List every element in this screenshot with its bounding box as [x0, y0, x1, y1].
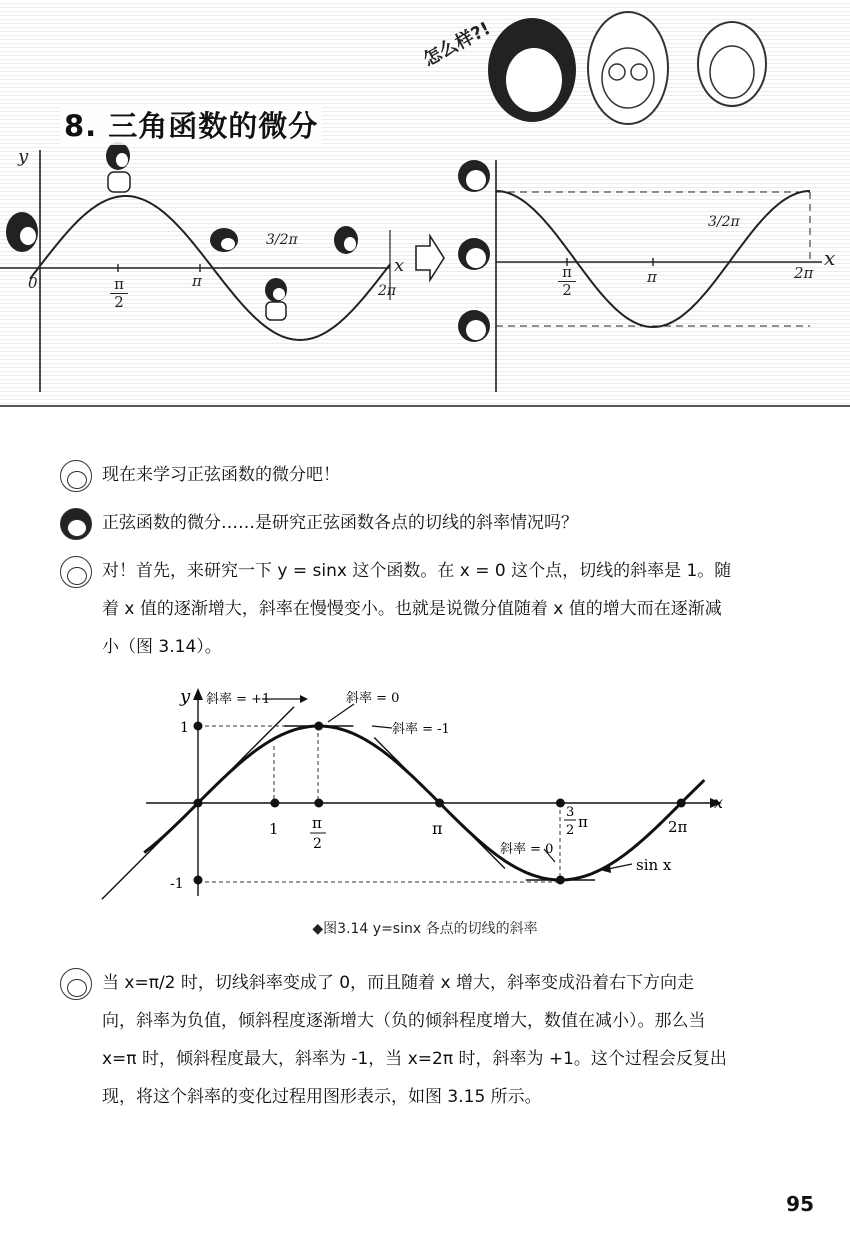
point-three-half-pi-axis [556, 799, 565, 808]
point-x1 [270, 799, 279, 808]
point-origin [194, 799, 203, 808]
label-slope-0-bottom: 斜率 = 0 [500, 842, 554, 857]
label-slope-0-top: 斜率 = 0 [346, 691, 400, 706]
fig-y-tick-bottom: -1 [170, 876, 184, 892]
right-tick-two-pi: 2π [794, 264, 814, 282]
label-slope-plus1: 斜率 = +1 [206, 692, 271, 707]
right-x-label: x [824, 246, 836, 270]
avatar-glasses-icon [60, 460, 92, 492]
dialog-line-1 [60, 460, 800, 490]
character-climbing-right [334, 226, 358, 254]
header-band [0, 0, 850, 407]
dialog-text-2: 正弦函数的微分……是研究正弦函数各点的切线的斜率情况吗？ [102, 513, 578, 533]
face-happy-icon [458, 310, 490, 342]
fig-y-label: y [180, 686, 191, 707]
label-curve: sin x [636, 856, 672, 874]
point-half-pi-axis [314, 799, 323, 808]
right-tick-half-pi: $\frac{\pi}{2}$ [558, 264, 576, 299]
fig-x-tick-three-half-pi-den: 2 [566, 823, 575, 838]
point-pi [435, 799, 444, 808]
fig-x-label: x [714, 793, 724, 812]
character-middle [210, 228, 238, 252]
exclaim-text: 怎么样?! [420, 17, 495, 71]
point-y-minus1 [194, 876, 203, 885]
transform-arrow-icon [416, 236, 444, 280]
left-tick-half-pi: $\frac{\pi}{2}$ [110, 276, 128, 311]
right-tick-three-half-pi: 3/2π [708, 214, 740, 230]
point-y1 [194, 722, 203, 731]
avatar-dark-hair-icon [60, 508, 92, 540]
fig-x-tick-three-half-pi-pi: π [578, 813, 588, 831]
point-two-pi [677, 799, 686, 808]
figure-3-14 [0, 686, 850, 906]
dialog-line-3 [60, 556, 800, 670]
fig-x-tick-1: 1 [269, 820, 279, 838]
left-x-label: x [394, 255, 405, 276]
fig-x-tick-three-half-pi-num: 3 [566, 805, 575, 820]
page-title: 8. 三角函数的微分 [60, 104, 322, 145]
character-heads-group [488, 12, 766, 124]
avatar-glasses-icon [60, 556, 92, 588]
character-sliding-left [6, 212, 38, 252]
dialog-line-4 [60, 968, 800, 1120]
face-neutral-icon [458, 238, 490, 270]
fig-x-tick-two-pi: 2π [668, 818, 688, 836]
avatar-glasses-icon [60, 968, 92, 1000]
point-peak [314, 722, 323, 731]
character-sitting-top [106, 142, 130, 192]
right-tick-pi: π [647, 268, 657, 286]
dialog-line-2 [60, 508, 800, 538]
fig-y-tick-top: 1 [180, 720, 189, 736]
point-trough [556, 876, 565, 885]
dialog-text-1: 现在来学习正弦函数的微分吧！ [102, 465, 340, 485]
fig-x-tick-half-pi-den: 2 [313, 836, 322, 852]
fig-x-tick-half-pi-num: π [312, 814, 322, 832]
left-tick-three-half-pi: 3/2π [266, 232, 298, 248]
figure-caption: ◆图3.14 y=sinx 各点的切线的斜率 [312, 921, 538, 937]
dialog-text-4: 当 x=π/2 时，切线斜率变成了 0，而且随着 x 增大，斜率变成沿着右下方向走 向，斜率为负值，倾斜程度逐渐增大（负的倾斜程度增大，数值在减小）。那么当 x=π 时，倾斜程度最大，斜率为 -1，当 x=2π 时，斜率为 +1。这个过程会反复出 现，将这个斜率的变化过程用图形表示，如图 3.15 所示。 [102, 973, 727, 1107]
fig-x-tick-pi: π [432, 819, 443, 838]
left-tick-0: 0 [28, 274, 38, 292]
dialog-text-3: 对！首先，来研究一下 y = sinx 这个函数。在 x = 0 这个点，切线的斜率是 1。随 着 x 值的逐渐增大，斜率在慢慢变小。也就是说微分值随着 x 值的增大而在逐渐减 小（图 3.14）。 [102, 561, 732, 657]
face-worried-icon [458, 160, 490, 192]
left-tick-pi: π [192, 272, 202, 290]
label-slope-minus1: 斜率 = -1 [392, 722, 450, 737]
character-bottom [265, 278, 287, 320]
left-y-label: y [18, 146, 29, 167]
left-tick-two-pi: 2π [378, 283, 397, 299]
page-number: 95 [786, 1192, 814, 1216]
